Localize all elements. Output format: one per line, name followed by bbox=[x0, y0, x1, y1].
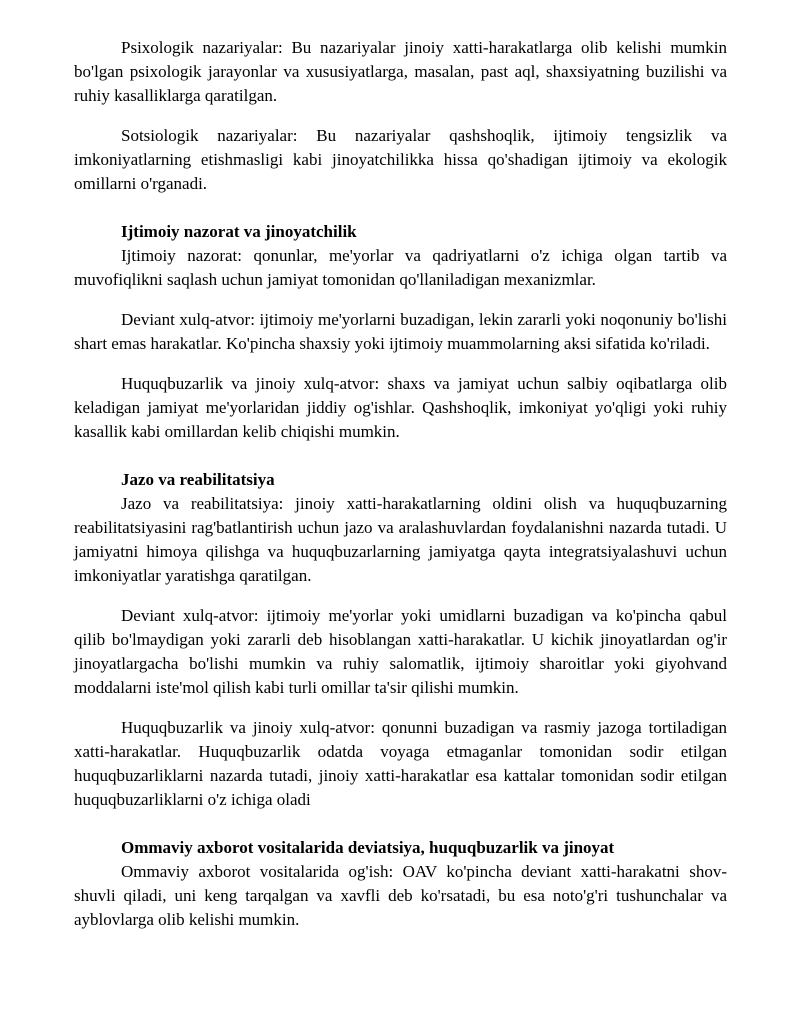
paragraph-social-control: Ijtimoiy nazorat: qonunlar, me'yorlar va qadriyatlarni o'z ichiga olgan tartib va muvofiqlikni saqlash uchun jamiyat tomonidan qo'llaniladigan mexanizmlar. bbox=[74, 246, 727, 289]
paragraph-sociological-theories: Sotsiologik nazariyalar: Bu nazariyalar qashshoqlik, ijtimoiy tengsizlik va imkoniyatlarning etishmasligi kabi jinoyatchilikka hissa qo'shadigan ijtimoiy va ekologik omillarni o'rganadi. bbox=[74, 126, 727, 193]
document-page bbox=[74, 36, 727, 948]
heading-media-deviance: Ommaviy axborot vositalarida deviatsiya, huquqbuzarlik va jinoyat bbox=[121, 838, 615, 857]
paragraph-media-deviance: Ommaviy axborot vositalarida og'ish: OAV ko'pincha deviant xatti-harakatni shov-shuvli qiladi, uni keng tarqalgan va xavfli deb ko'rsatadi, bu esa noto'g'ri tushunchalar va ayblovlarga olib kelishi mumkin. bbox=[74, 862, 727, 929]
paragraph-psychological-theories: Psixologik nazariyalar: Bu nazariyalar jinoiy xatti-harakatlarga olib kelishi mumkin bo'lgan psixologik jarayonlar va xususiyatlarga, masalan, past aql, shaxsiyatning buzilishi va ruhiy kasalliklarga qaratilgan. bbox=[74, 38, 727, 105]
heading-social-control: Ijtimoiy nazorat va jinoyatchilik bbox=[121, 222, 357, 241]
heading-punishment-rehabilitation: Jazo va reabilitatsiya bbox=[121, 470, 275, 489]
paragraph-delinquency-criminal: Huquqbuzarlik va jinoiy xulq-atvor: shaxs va jamiyat uchun salbiy oqibatlarga olib keladigan jamiyat me'yorlaridan jiddiy og'ishlar. Qashshoqlik, imkoniyat yo'qligi yoki ruhiy kasallik kabi omillardan kelib chiqishi mumkin. bbox=[74, 374, 727, 441]
paragraph-deviant-behavior: Deviant xulq-atvor: ijtimoiy me'yorlarni buzadigan, lekin zararli yoki noqonuniy bo'lishi shart emas harakatlar. Ko'pincha shaxsiy yoki ijtimoiy muammolarning aksi sifatida ko'riladi. bbox=[74, 310, 727, 353]
paragraph-delinquency-criminal-2: Huquqbuzarlik va jinoiy xulq-atvor: qonunni buzadigan va rasmiy jazoga tortiladigan xatti-harakatlar. Huquqbuzarlik odatda voyaga etmaganlar tomonidan sodir etilgan huquqbuzarliklarni nazarda tutadi, jinoiy xatti-harakatlar esa kattalar tomonidan sodir etilgan huquqbuzarliklarni o'z ichiga oladi bbox=[74, 718, 727, 809]
paragraph-punishment-rehabilitation: Jazo va reabilitatsiya: jinoiy xatti-harakatlarning oldini olish va huquqbuzarning reabilitatsiyasini rag'batlantirish uchun jazo va aralashuvlardan foydalanishni nazarda tutadi. U jamiyatni himoya qilishga va huquqbuzarlarning jamiyatga qayta integratsiyalashuvi uchun imkoniyatlar yaratishga qaratilgan. bbox=[74, 494, 727, 585]
paragraph-deviant-behavior-2: Deviant xulq-atvor: ijtimoiy me'yorlar yoki umidlarni buzadigan va ko'pincha qabul qilib bo'lmaydigan yoki zararli deb hisoblangan xatti-harakatlar. U kichik jinoyatlardan og'ir jinoyatlargacha bo'lishi mumkin va ruhiy salomatlik, ijtimoiy sharoitlar yoki giyohvand moddalarni iste'mol qilish kabi turli omillar ta'sir qilishi mumkin. bbox=[74, 606, 727, 697]
